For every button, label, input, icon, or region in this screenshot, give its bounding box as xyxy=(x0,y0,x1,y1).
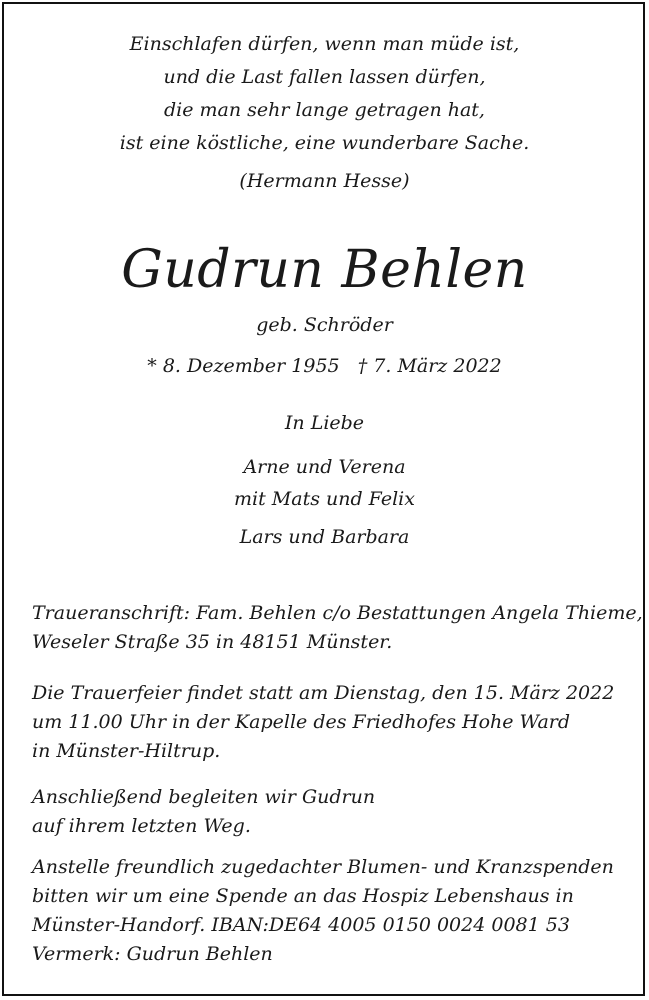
donation-line: bitten wir um eine Spende an das Hospiz Lebenshaus in xyxy=(32,885,574,907)
mourner-line: Arne und Verena xyxy=(243,456,406,478)
donation-info xyxy=(32,853,632,969)
donation-line: Vermerk: Gudrun Behlen xyxy=(32,943,273,965)
mourning-address xyxy=(32,599,643,657)
donation-line: Münster-Handorf. IBAN:DE64 4005 0150 0024 0081 53 xyxy=(32,914,570,936)
poem-line: die man sehr lange getragen hat, xyxy=(164,99,485,121)
life-dates xyxy=(0,352,649,380)
address-line: Weseler Straße 35 in 48151 Münster. xyxy=(32,631,393,653)
poem-line: Einschlafen dürfen, wenn man müde ist, xyxy=(129,33,520,55)
mourner-line: mit Mats und Felix xyxy=(234,488,415,510)
poem xyxy=(0,28,649,160)
burial-line: auf ihrem letzten Weg. xyxy=(32,815,251,837)
ceremony-line: in Münster-Hiltrup. xyxy=(32,740,221,762)
life-dates-text: * 8. Dezember 1955 † 7. März 2022 xyxy=(147,355,502,377)
mourners-family-1 xyxy=(0,451,649,515)
mourners-family-2: Lars und Barbara xyxy=(239,526,410,548)
burial-info xyxy=(32,783,632,841)
ceremony-line: Die Trauerfeier findet statt am Dienstag, den 15. März 2022 xyxy=(32,682,615,704)
maiden-name: geb. Schröder xyxy=(256,314,393,336)
poem-line: ist eine köstliche, eine wunderbare Sache. xyxy=(119,132,530,154)
mourners-intro: In Liebe xyxy=(284,412,365,434)
address-line: Traueranschrift: Fam. Behlen c/o Bestattungen Angela Thieme, xyxy=(32,602,643,624)
ceremony-line: um 11.00 Uhr in der Kapelle des Friedhofes Hohe Ward xyxy=(32,711,571,733)
poem-line: und die Last fallen lassen dürfen, xyxy=(163,66,486,88)
burial-line: Anschließend begleiten wir Gudrun xyxy=(32,786,376,808)
deceased-name: Gudrun Behlen xyxy=(121,240,528,300)
poem-author: (Hermann Hesse) xyxy=(239,170,410,192)
donation-line: Anstelle freundlich zugedachter Blumen- und Kranzspenden xyxy=(32,856,614,878)
ceremony-info xyxy=(32,679,632,766)
